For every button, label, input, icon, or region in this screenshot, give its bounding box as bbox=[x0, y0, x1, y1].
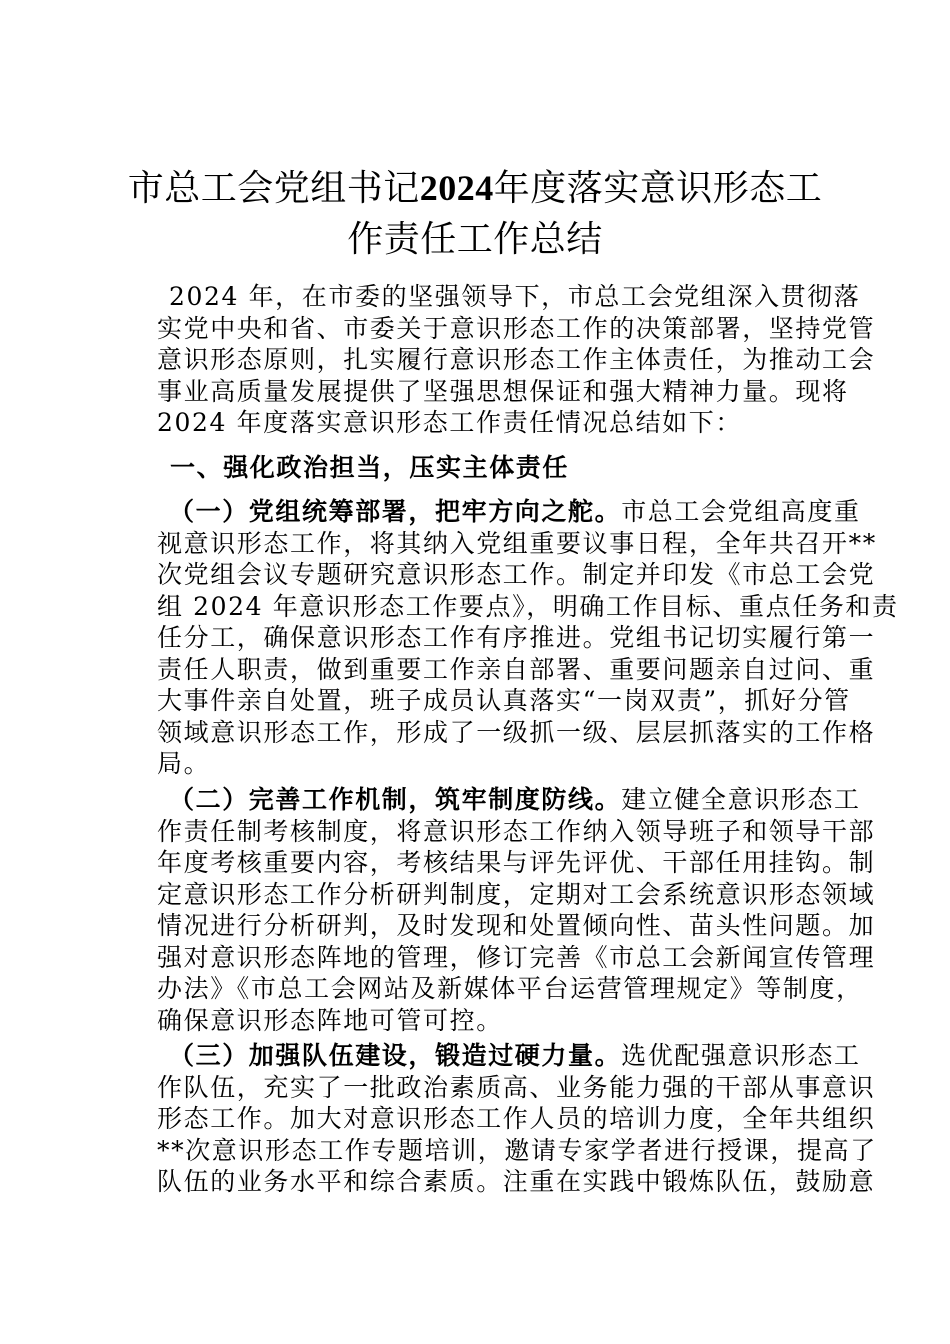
title-year: 2024 bbox=[419, 168, 494, 208]
paragraph-line: 作责任制考核制度，将意识形态工作纳入领导班子和领导干部 bbox=[157, 816, 876, 846]
paragraph-first-line bbox=[157, 496, 861, 528]
intro-line: 意识形态原则，扎实履行意识形态工作主体责任，为推动工会 bbox=[157, 345, 876, 374]
paragraph-lead: （二）完善工作机制，筑牢制度防线。 bbox=[169, 785, 622, 814]
paragraph-line: 队伍的业务水平和综合素质。注重在实践中锻炼队伍，鼓励意 bbox=[157, 1167, 876, 1196]
paragraph-line: 任分工，确保意识形态工作有序推进。党组书记切实履行第一 bbox=[157, 623, 876, 652]
paragraph-3 bbox=[157, 1040, 877, 1198]
paragraph-line: 组 2024 年意识形态工作要点》，明确工作目标、重点任务和责 bbox=[157, 591, 899, 621]
paragraph-text: 选优配强意识形态工 bbox=[621, 1041, 861, 1070]
paragraph-text: 建立健全意识形态工 bbox=[621, 785, 861, 814]
intro-line: 2024 年度落实意识形态工作责任情况总结如下： bbox=[157, 408, 742, 437]
intro-line: 事业高质量发展提供了坚强思想保证和强大精神力量。现将 bbox=[157, 376, 849, 406]
document-title-line-2: 作责任工作总结 bbox=[347, 219, 603, 260]
intro-paragraph bbox=[157, 281, 876, 439]
paragraph-line: 年度考核重要内容，考核结果与评先评优、干部任用挂钩。制 bbox=[157, 848, 876, 877]
paragraph-lead: （一）党组统筹部署，把牢方向之舵。 bbox=[169, 497, 622, 526]
paragraph-first-line bbox=[157, 784, 861, 816]
paragraph-first-line bbox=[157, 1040, 861, 1072]
paragraph-line: 责任人职责，做到重要工作亲自部署、重要问题亲自过问、重 bbox=[157, 654, 876, 684]
paragraph-2 bbox=[157, 784, 876, 1036]
paragraph-line: 作队伍，充实了一批政治素质高、业务能力强的干部从事意识 bbox=[157, 1072, 876, 1102]
paragraph-line: 定意识形态工作分析研判制度，定期对工会系统意识形态领域 bbox=[157, 879, 876, 909]
paragraph-line: 形态工作。加大对意识形态工作人员的培训力度，全年共组织 bbox=[157, 1104, 876, 1133]
paragraph-line: 强对意识形态阵地的管理，修订完善《市总工会新闻宣传管理 bbox=[157, 942, 876, 972]
intro-line: 2024 年，在市委的坚强领导下，市总工会党组深入贯彻落 bbox=[169, 282, 861, 311]
paragraph-line: 视意识形态工作，将其纳入党组重要议事日程，全年共召开** bbox=[157, 528, 877, 558]
title-text-b: 年度落实意识形态工 bbox=[493, 168, 823, 209]
paragraph-line: 确保意识形态阵地可管可控。 bbox=[157, 1005, 503, 1035]
paragraph-line: 次党组会议专题研究意识形态工作。制定并印发《市总工会党 bbox=[157, 560, 876, 589]
document-title-line-1 bbox=[100, 170, 850, 207]
paragraph-line: 领域意识形态工作，形成了一级抓一级、层层抓落实的工作格 bbox=[157, 717, 876, 747]
intro-line: 实党中央和省、市委关于意识形态工作的决策部署，坚持党管 bbox=[157, 313, 876, 343]
paragraph-line: 情况进行分析研判，及时发现和处置倾向性、苗头性问题。加 bbox=[157, 911, 876, 940]
paragraph-line: 大事件亲自处置，班子成员认真落实“一岗双责”，抓好分管 bbox=[157, 686, 851, 715]
paragraph-line: **次意识形态工作专题培训，邀请专家学者进行授课，提高了 bbox=[157, 1135, 877, 1165]
section-heading-1: 一、强化政治担当，压实主体责任 bbox=[170, 453, 570, 482]
title-text-a: 市总工会党组书记 bbox=[127, 168, 420, 209]
paragraph-text: 市总工会党组高度重 bbox=[621, 497, 861, 526]
paragraph-line: 办法》《市总工会网站及新媒体平台运营管理规定》等制度， bbox=[157, 974, 863, 1003]
paragraph-1 bbox=[157, 496, 899, 780]
paragraph-lead: （三）加强队伍建设，锻造过硬力量。 bbox=[169, 1041, 622, 1070]
paragraph-line: 局。 bbox=[157, 749, 211, 778]
